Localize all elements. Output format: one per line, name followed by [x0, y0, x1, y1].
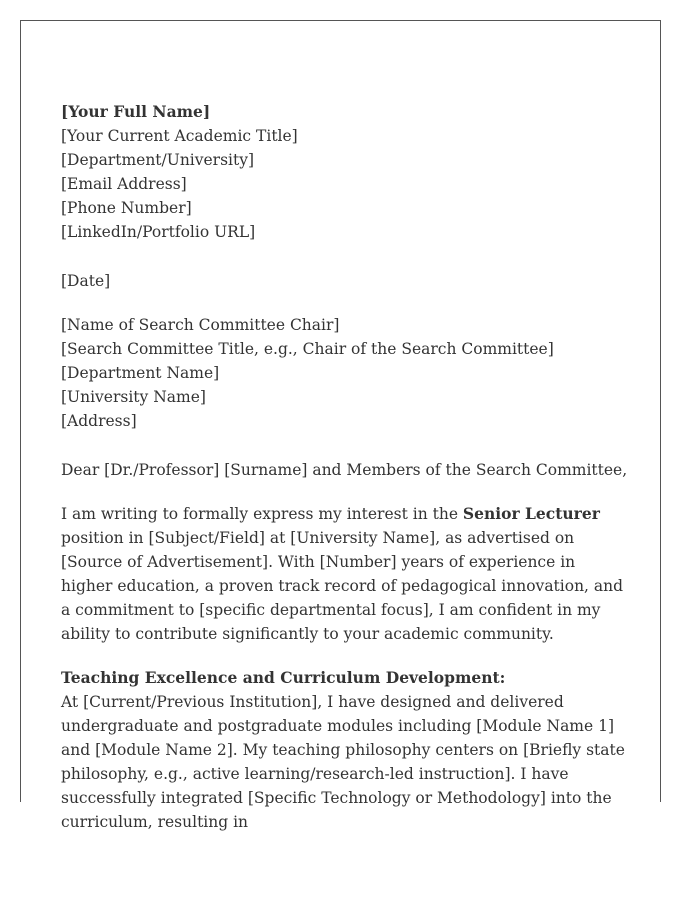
sender-block	[61, 100, 631, 244]
recipient-department: [Department Name]	[61, 364, 220, 382]
teaching-heading: Teaching Excellence and Curriculum Development:	[61, 668, 506, 687]
sender-department: [Department/University]	[61, 151, 255, 169]
letter-page	[20, 20, 661, 831]
recipient-name: [Name of Search Committee Chair]	[61, 316, 340, 334]
letter-content	[61, 100, 631, 834]
recipient-block	[61, 313, 631, 433]
teaching-body: At [Current/Previous Institution], I have designed and delivered undergraduate and postgraduate modules including [Module Name 1] and [Module Name 2]. My teaching philosophy centers on [Briefly state philosophy, e.g., active learning/research-led instruction]. I have successfully integrated [Specific Technology or Methodology] into the curriculum, resulting in	[61, 693, 625, 831]
letter-date: [Date]	[61, 272, 111, 290]
salutation: Dear [Dr./Professor] [Surname] and Members of the Search Committee,	[61, 461, 628, 479]
recipient-address: [Address]	[61, 412, 137, 430]
recipient-title: [Search Committee Title, e.g., Chair of the Search Committee]	[61, 340, 554, 358]
sender-phone: [Phone Number]	[61, 199, 192, 217]
intro-text-before: I am writing to formally express my interest in the	[61, 505, 463, 523]
sender-name: [Your Full Name]	[61, 102, 211, 121]
sender-email: [Email Address]	[61, 175, 187, 193]
intro-text-after: position in [Subject/Field] at [University Name], as advertised on [Source of Advertisement]. With [Number] years of experience in higher education, a proven track record of pedagogical innovation, and a commitment to [specific departmental focus], I am confident in my ability to contribute significantly to your academic community.	[61, 529, 624, 643]
date-line	[61, 269, 631, 293]
sender-title: [Your Current Academic Title]	[61, 127, 298, 145]
position-title: Senior Lecturer	[462, 504, 600, 523]
teaching-section	[61, 666, 631, 834]
recipient-university: [University Name]	[61, 388, 206, 406]
intro-paragraph	[61, 502, 631, 646]
sender-linkedin: [LinkedIn/Portfolio URL]	[61, 223, 256, 241]
